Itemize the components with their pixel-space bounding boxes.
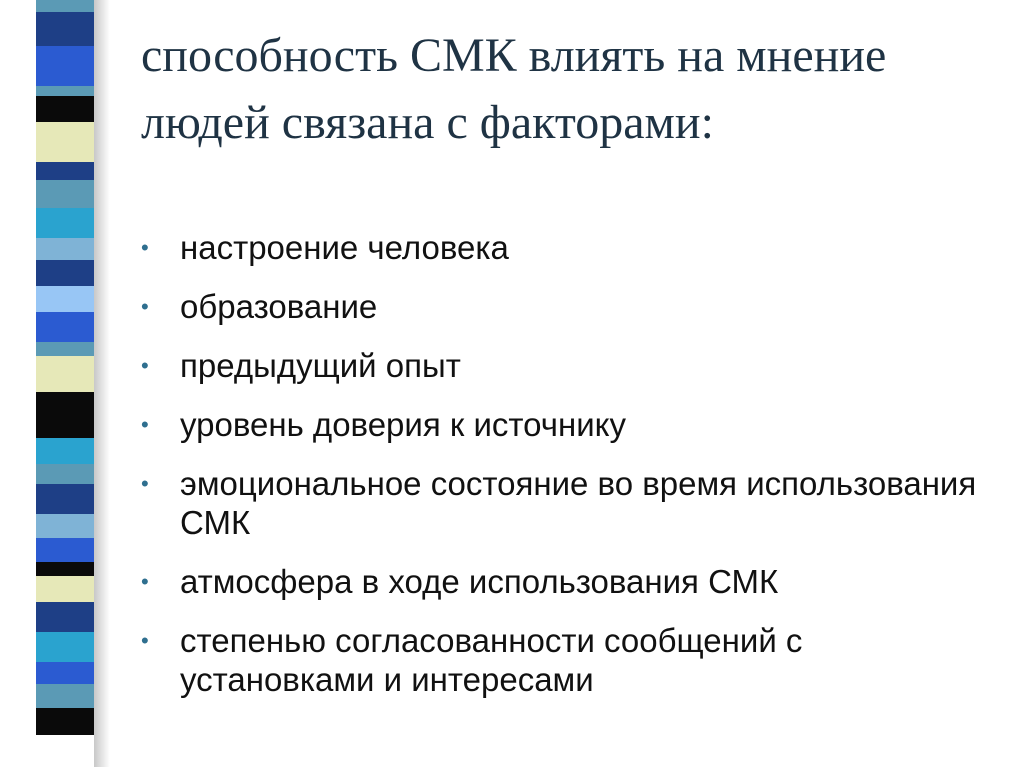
- stripe-band: [36, 96, 94, 122]
- bullet-item: [141, 405, 1001, 444]
- bullet-text: атмосфера в ходе использования СМК: [180, 563, 779, 600]
- stripe-band: [36, 208, 94, 238]
- stripe-band: [36, 238, 94, 260]
- bullet-text: предыдущий опыт: [180, 347, 461, 384]
- stripe-band: [36, 180, 94, 208]
- stripe-band: [36, 0, 94, 12]
- stripe-band: [36, 286, 94, 312]
- stripe-band: [36, 356, 94, 392]
- bullet-text: уровень доверия к источнику: [180, 406, 626, 443]
- bullet-item: [141, 228, 1001, 267]
- bullet-item: [141, 464, 1001, 542]
- stripe-band: [36, 12, 94, 46]
- bullet-item: [141, 562, 1001, 601]
- bullet-item: [141, 346, 1001, 385]
- bullet-item: [141, 621, 1001, 699]
- bullet-icon: •: [141, 235, 149, 260]
- stripe-band: [36, 86, 94, 96]
- bullet-icon: •: [141, 628, 149, 653]
- stripe-band: [36, 438, 94, 464]
- stripe-band: [36, 342, 94, 356]
- slide-title: способность СМК влиять на мнение людей связана с факторами:: [141, 29, 887, 149]
- bullet-icon: •: [141, 471, 149, 496]
- decorative-stripe-shadow: [94, 0, 110, 767]
- bullet-icon: •: [141, 569, 149, 594]
- bullet-icon: •: [141, 294, 149, 319]
- stripe-band: [36, 464, 94, 484]
- stripe-band: [36, 708, 94, 735]
- stripe-band: [36, 538, 94, 562]
- stripe-band: [36, 514, 94, 538]
- bullet-icon: •: [141, 412, 149, 437]
- bullet-text: степенью согласованности сообщений с установками и интересами: [180, 622, 803, 698]
- stripe-band: [36, 662, 94, 684]
- bullet-icon: •: [141, 353, 149, 378]
- stripe-band: [36, 46, 94, 86]
- stripe-band: [36, 392, 94, 438]
- stripe-band: [36, 602, 94, 632]
- stripe-band: [36, 312, 94, 342]
- bullet-list: [141, 228, 1001, 719]
- stripe-band: [36, 562, 94, 576]
- bullet-text: эмоциональное состояние во время использования СМК: [180, 465, 977, 541]
- stripe-band: [36, 122, 94, 162]
- stripe-band: [36, 260, 94, 286]
- stripe-band: [36, 684, 94, 708]
- stripe-band: [36, 576, 94, 602]
- bullet-text: образование: [180, 288, 378, 325]
- bullet-item: [141, 287, 1001, 326]
- stripe-band: [36, 484, 94, 514]
- stripe-band: [36, 162, 94, 180]
- decorative-stripe: [36, 0, 94, 767]
- bullet-text: настроение человека: [180, 229, 509, 266]
- stripe-band: [36, 632, 94, 662]
